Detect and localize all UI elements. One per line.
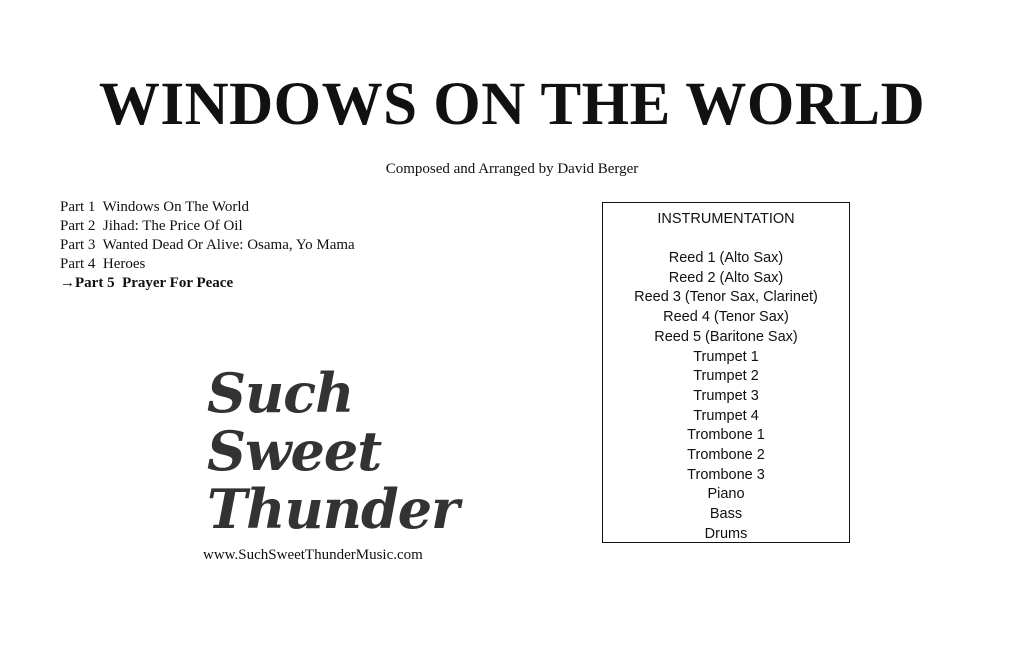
such-sweet-thunder-logo — [207, 361, 459, 541]
instrument-item: Reed 2 (Alto Sax) — [668, 269, 784, 286]
logo-line: Such — [207, 361, 354, 425]
instrument-item: Drums — [704, 525, 748, 542]
instrument-item: Bass — [709, 506, 743, 523]
instrument-item: Trumpet 2 — [693, 368, 759, 385]
part-item: Part 2 Jihad: The Price Of Oil — [60, 218, 243, 234]
instrument-item: Reed 3 (Tenor Sax, Clarinet) — [634, 289, 818, 306]
instrument-item: Reed 4 (Tenor Sax) — [663, 309, 789, 326]
instrumentation-heading: INSTRUMENTATION — [657, 211, 795, 227]
logo-line: Sweet — [207, 419, 382, 483]
instrument-item: Trumpet 3 — [693, 387, 759, 404]
instrumentation-box — [602, 202, 850, 543]
part-item-current: →Part 5 Prayer For Peace — [60, 275, 234, 291]
instrument-item: Trumpet 4 — [693, 407, 759, 424]
instrument-item: Trombone 3 — [687, 466, 765, 483]
instrument-item: Piano — [707, 486, 745, 503]
instrument-item: Trombone 1 — [687, 427, 765, 444]
instrument-item: Reed 5 (Baritone Sax) — [654, 328, 798, 345]
part-item: Part 3 Wanted Dead Or Alive: Osama, Yo Mama — [60, 237, 355, 253]
part-item: Part 1 Windows On The World — [60, 199, 250, 215]
part-item: Part 4 Heroes — [60, 256, 146, 272]
instrument-item: Reed 1 (Alto Sax) — [668, 250, 784, 266]
composer-credit: Composed and Arranged by David Berger — [385, 161, 639, 177]
parts-list — [60, 198, 355, 293]
instrument-list — [603, 249, 849, 545]
instrument-item: Trumpet 1 — [693, 348, 759, 365]
website-url: www.SuchSweetThunderMusic.com — [203, 547, 423, 563]
page-title: WINDOWS ON THE WORLD — [98, 71, 926, 138]
instrument-item: Trombone 2 — [687, 447, 765, 464]
logo-line: Thunder — [207, 477, 459, 541]
